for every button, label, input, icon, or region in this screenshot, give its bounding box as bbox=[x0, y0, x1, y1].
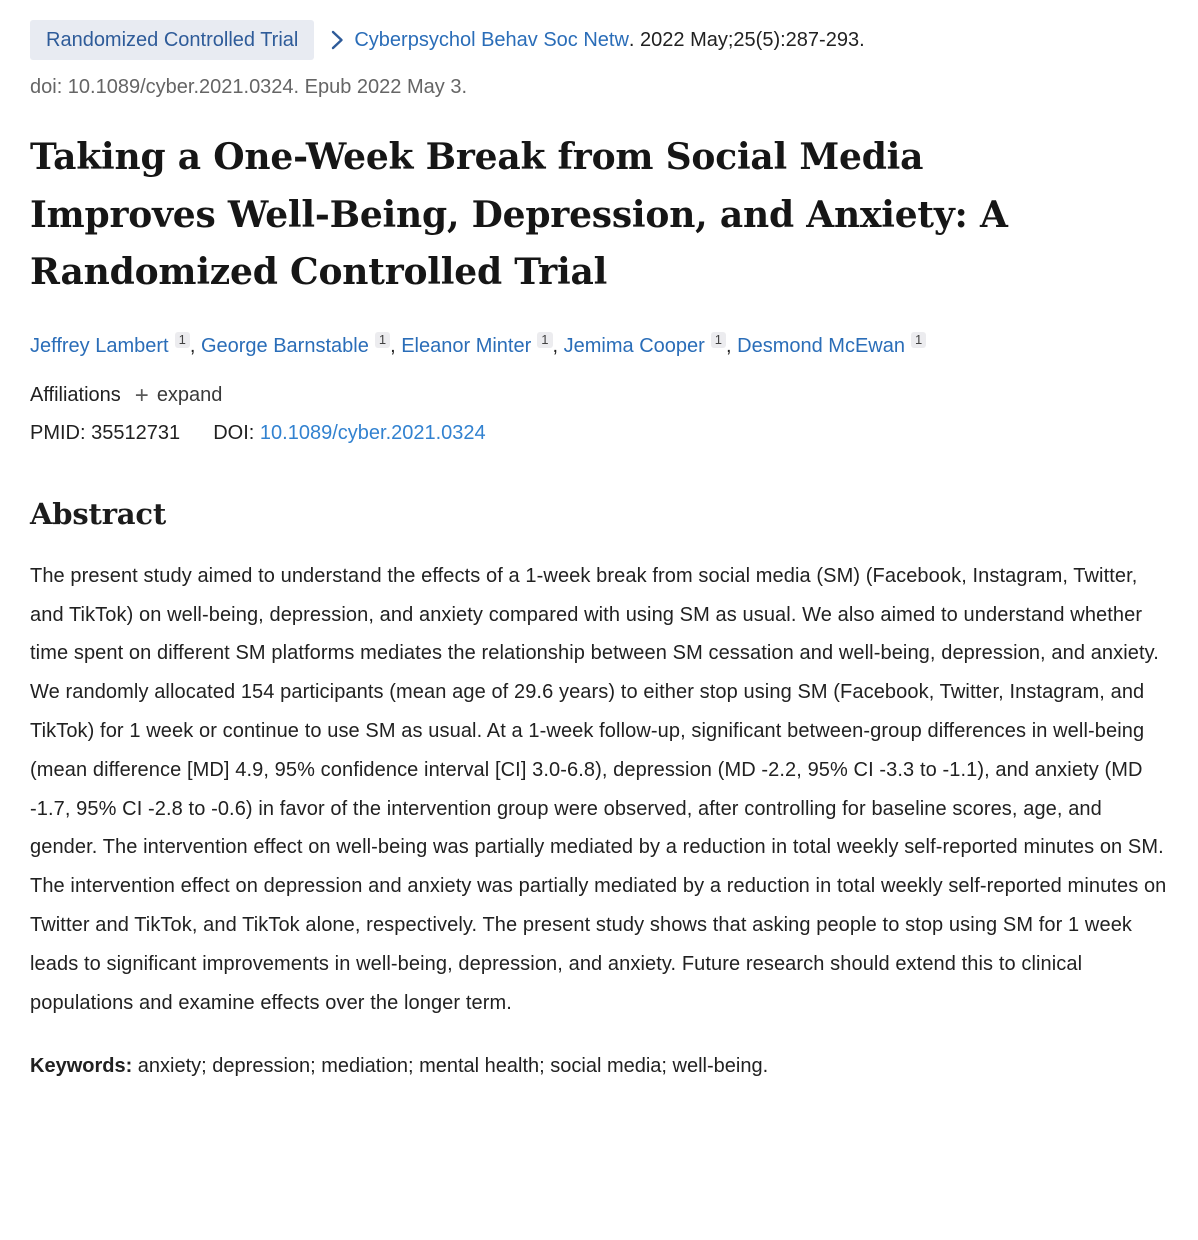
expand-label: expand bbox=[156, 384, 223, 407]
pmid-value: 35512731 bbox=[91, 421, 181, 444]
author-link[interactable]: George Barnstable bbox=[200, 334, 369, 357]
author-separator: , bbox=[726, 334, 738, 357]
keywords-text: anxiety; depression; mediation; mental health; social media; well-being. bbox=[132, 1055, 769, 1078]
chevron-right-icon bbox=[330, 29, 344, 51]
abstract-text: The present study aimed to understand the effects of a 1-week break from social media (SM) (Facebook, Instagram, Twitter, and TikTok) on well-being, depression, and anxiety compared with using SM as usual. We also aimed to understand whether time spent on different SM platforms mediates the relationship between SM cessation and well-being, depression, and anxiety. We randomly allocated 154 participants (mean age of 29.6 years) to either stop using SM (Facebook, Twitter, Instagram, and TikTok) for 1 week or continue to use SM as usual. At a 1-week follow-up, significant between-group differences in well-being (mean difference [MD] 4.9, 95% confidence interval [CI] 3.0-6.8), depression (MD -2.2, 95% CI -3.3 to -1.1), and anxiety (MD -1.7, 95% CI -2.8 to -0.6) in favor of the intervention group were observed, after controlling for baseline scores, age, and gender. The intervention effect on well-being was partially mediated by a reduction in total weekly self-reported minutes on SM. The intervention effect on depression and anxiety was partially mediated by a reduction in total weekly self-reported minutes on Twitter and TikTok, and TikTok alone, respectively. The present study shows that asking people to stop using SM for 1 week leads to significant improvements in well-being, depression, and anxiety. Future research should extend this to clinical populations and examine effects over the longer term. bbox=[30, 564, 1167, 1014]
author-separator: , bbox=[390, 334, 402, 357]
doi-label: DOI: bbox=[213, 421, 255, 444]
journal-link[interactable]: Cyberpsychol Behav Soc Netw bbox=[354, 29, 629, 51]
plus-icon: + bbox=[134, 381, 149, 409]
doi-line: doi: 10.1089/cyber.2021.0324. Epub 2022 May 3. bbox=[30, 76, 468, 98]
author-affiliation-sup[interactable]: 1 bbox=[711, 332, 726, 348]
affiliations-label: Affiliations bbox=[30, 384, 121, 407]
citation-row bbox=[30, 20, 1168, 60]
author-link[interactable]: Desmond McEwan bbox=[737, 334, 905, 357]
author-separator: , bbox=[189, 334, 201, 357]
abstract-heading: Abstract bbox=[30, 496, 167, 531]
article-title: Taking a One-Week Break from Social Media Improves Well-Being, Depression, and Anxiety: A Randomized Controlled Trial bbox=[30, 136, 1008, 294]
authors-list bbox=[30, 330, 1168, 362]
author-link[interactable]: Jemima Cooper bbox=[563, 334, 705, 357]
keywords-label: Keywords: bbox=[30, 1055, 133, 1078]
identifiers-row bbox=[30, 422, 1168, 445]
author-link[interactable]: Eleanor Minter bbox=[401, 334, 532, 357]
author-affiliation-sup[interactable]: 1 bbox=[175, 332, 190, 348]
author-affiliation-sup[interactable]: 1 bbox=[911, 332, 926, 348]
doi-link[interactable]: 10.1089/cyber.2021.0324 bbox=[259, 421, 486, 444]
citation-text: . 2022 May;25(5):287-293. bbox=[628, 29, 865, 51]
pmid-label: PMID: bbox=[30, 421, 86, 444]
expand-affiliations-button[interactable] bbox=[134, 381, 223, 409]
author-affiliation-sup[interactable]: 1 bbox=[375, 332, 390, 348]
author-affiliation-sup[interactable]: 1 bbox=[537, 332, 552, 348]
author-separator: , bbox=[552, 334, 564, 357]
author-link[interactable]: Jeffrey Lambert bbox=[30, 334, 169, 357]
keywords-line bbox=[30, 1050, 1168, 1082]
affiliations-row bbox=[30, 381, 1168, 409]
publication-type-badge[interactable]: Randomized Controlled Trial bbox=[30, 20, 314, 60]
